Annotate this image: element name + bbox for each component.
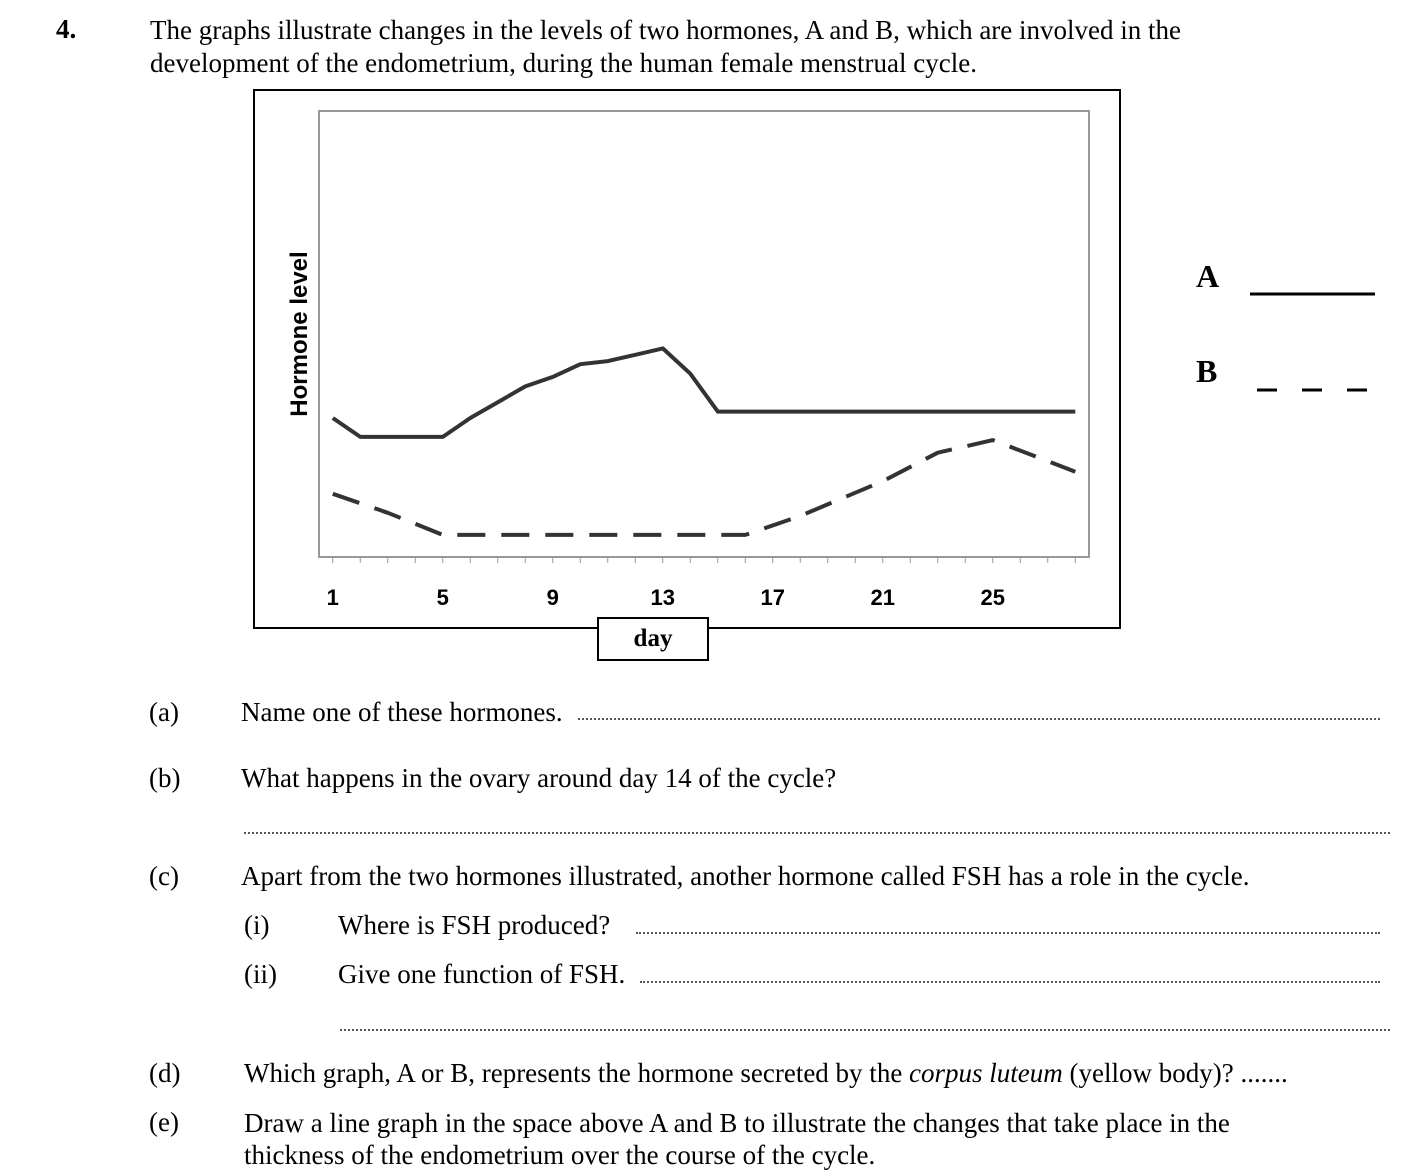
y-axis-label: Hormone level [286,251,313,417]
part-a-text: Name one of these hormones. [241,697,563,727]
legend-line-b [1255,384,1380,396]
hormone-line-chart [255,91,1119,627]
part-c-text: Apart from the two hormones illustrated, another hormone called FSH has a role in the cycle. [241,861,1250,891]
part-c-label: (c) [149,861,179,891]
part-d-text-italic: corpus luteum [909,1058,1063,1088]
legend-line-a [1248,288,1378,300]
part-e-label: (e) [149,1107,179,1137]
part-a-label: (a) [149,697,179,727]
part-c-ii-text: Give one function of FSH. [338,959,626,989]
series-line-a [333,348,1076,437]
answer-line-b[interactable] [244,832,1390,834]
part-c-i-text: Where is FSH produced? [338,910,611,940]
question-number: 4. [56,14,77,44]
x-tick-label: 13 [650,585,675,610]
part-b-label: (b) [149,763,181,793]
answer-line-a[interactable] [578,718,1380,720]
series-line-b [333,440,1076,535]
plot-area-border [319,111,1089,557]
part-c-ii-label: (ii) [244,959,277,989]
part-d-text-before: Which graph, A or B, represents the hormone secreted by the [244,1058,910,1088]
intro-line-2: development of the endometrium, during the human female menstrual cycle. [150,48,977,78]
answer-line-c-i[interactable] [636,932,1380,934]
intro-line-1: The graphs illustrate changes in the levels of two hormones, A and B, which are involved in the [150,15,1182,45]
part-e-line-2: thickness of the endometrium over the course of the cycle. [244,1140,876,1170]
legend-label-b: B [1196,353,1218,389]
part-e-line-1: Draw a line graph in the space above A and B to illustrate the changes that take place in the [244,1108,1230,1138]
legend-label-a: A [1196,258,1220,294]
hormone-chart-frame [253,89,1121,652]
x-tick-label: 5 [436,585,449,610]
part-d-text-after: (yellow body)? ....... [1062,1058,1288,1088]
x-tick-label: 1 [326,585,339,610]
question-intro [150,14,1350,80]
x-tick-label: 21 [870,585,895,610]
x-tick-label: 17 [760,585,785,610]
x-tick-label: 25 [980,585,1005,610]
x-axis-label-box [597,617,709,661]
answer-line-c-ii[interactable] [640,981,1380,983]
part-e-text [244,1107,1230,1171]
answer-line-c-ii-extra[interactable] [340,1029,1390,1031]
x-tick-label: 9 [546,585,559,610]
part-b-text: What happens in the ovary around day 14 of the cycle? [241,763,837,793]
part-c-i-label: (i) [244,910,270,940]
x-axis-label: day [633,625,673,652]
part-d-label: (d) [149,1058,181,1088]
part-d-text [244,1058,1288,1089]
